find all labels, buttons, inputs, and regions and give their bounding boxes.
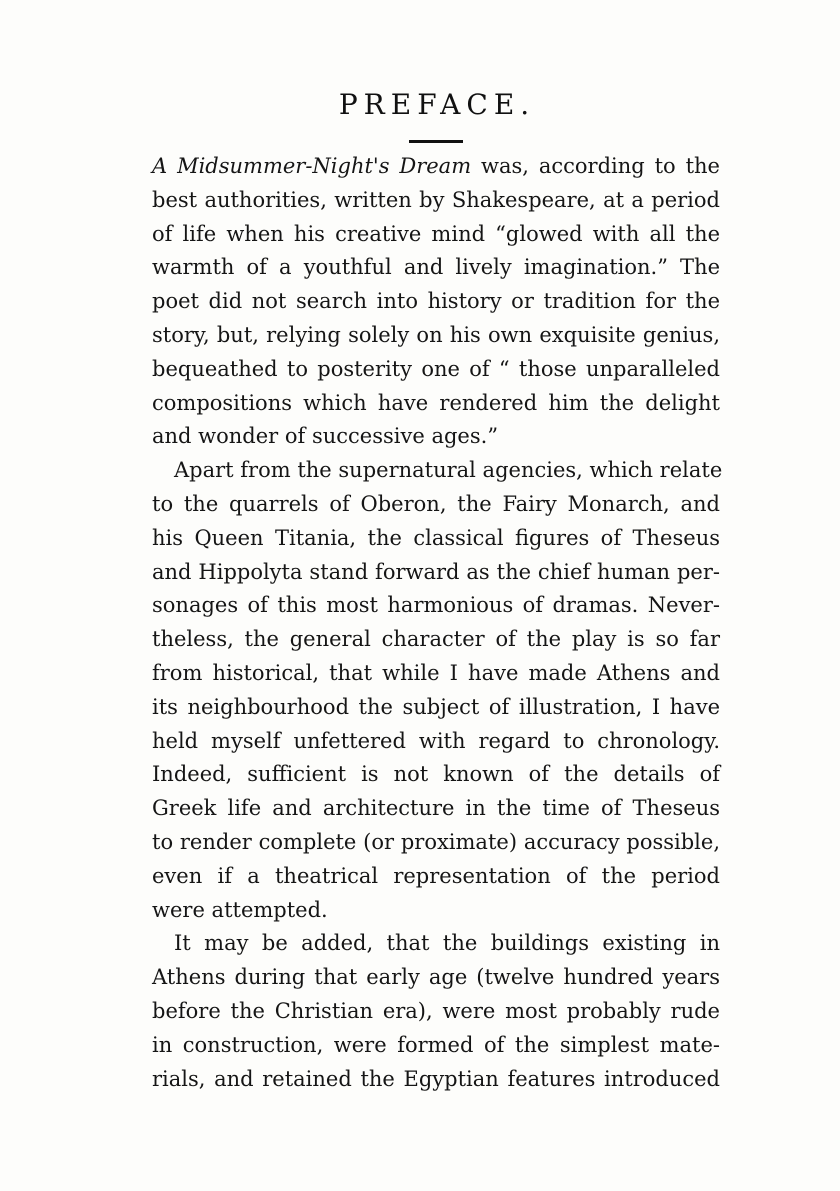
- text-line: best authorities, written by Shakespeare, at a period: [152, 187, 720, 212]
- text-line: to the quarrels of Oberon, the Fairy Monarch, and: [152, 491, 720, 516]
- text-line: sonages of this most harmonious of dramas. Never-: [152, 593, 720, 618]
- text-line: even if a theatrical representation of the period: [152, 863, 720, 888]
- text-line: It may be added, that the buildings existing in: [174, 931, 720, 956]
- text-line: in construction, were formed of the simplest mate-: [152, 1032, 720, 1057]
- text-line: his Queen Titania, the classical figures of Theseus: [152, 525, 720, 550]
- text-line: Athens during that early age (twelve hundred years: [152, 965, 720, 990]
- text-line: A Midsummer-Night's Dream was, according to the: [152, 154, 720, 178]
- text-line: of life when his creative mind “glowed with all the: [152, 221, 720, 246]
- text-line: warmth of a youthful and lively imagination.” The: [152, 255, 720, 280]
- text-line: from historical, that while I have made Athens and: [152, 660, 720, 685]
- text-line: to render complete (or proximate) accuracy possible,: [152, 829, 720, 854]
- text-line: Greek life and architecture in the time of Theseus: [152, 796, 720, 821]
- text-line: its neighbourhood the subject of illustration, I have: [152, 694, 720, 719]
- text-line: before the Christian era), were most probably rude: [152, 998, 720, 1023]
- text-line: compositions which have rendered him the delight: [152, 390, 720, 415]
- page-title: PREFACE.: [338, 88, 536, 121]
- text-line: Indeed, sufficient is not known of the details of: [152, 762, 720, 787]
- text-line: and wonder of successive ages.”: [152, 424, 499, 449]
- text-line: were attempted.: [152, 897, 328, 922]
- text-line: held myself unfettered with regard to chronology.: [152, 728, 720, 753]
- text-line: Apart from the supernatural agencies, which relate: [174, 458, 723, 483]
- text-line: theless, the general character of the play is so far: [152, 627, 720, 652]
- text-line: rials, and retained the Egyptian features introduced: [152, 1066, 720, 1091]
- text-line: bequeathed to posterity one of “ those unparalleled: [152, 356, 720, 381]
- text-line: and Hippolyta stand forward as the chief human per-: [152, 559, 720, 584]
- text-line: poet did not search into history or tradition for the: [152, 289, 720, 314]
- title-rule: [409, 140, 463, 143]
- text-line: story, but, relying solely on his own exquisite genius,: [152, 322, 720, 347]
- preface-body: [152, 150, 723, 1096]
